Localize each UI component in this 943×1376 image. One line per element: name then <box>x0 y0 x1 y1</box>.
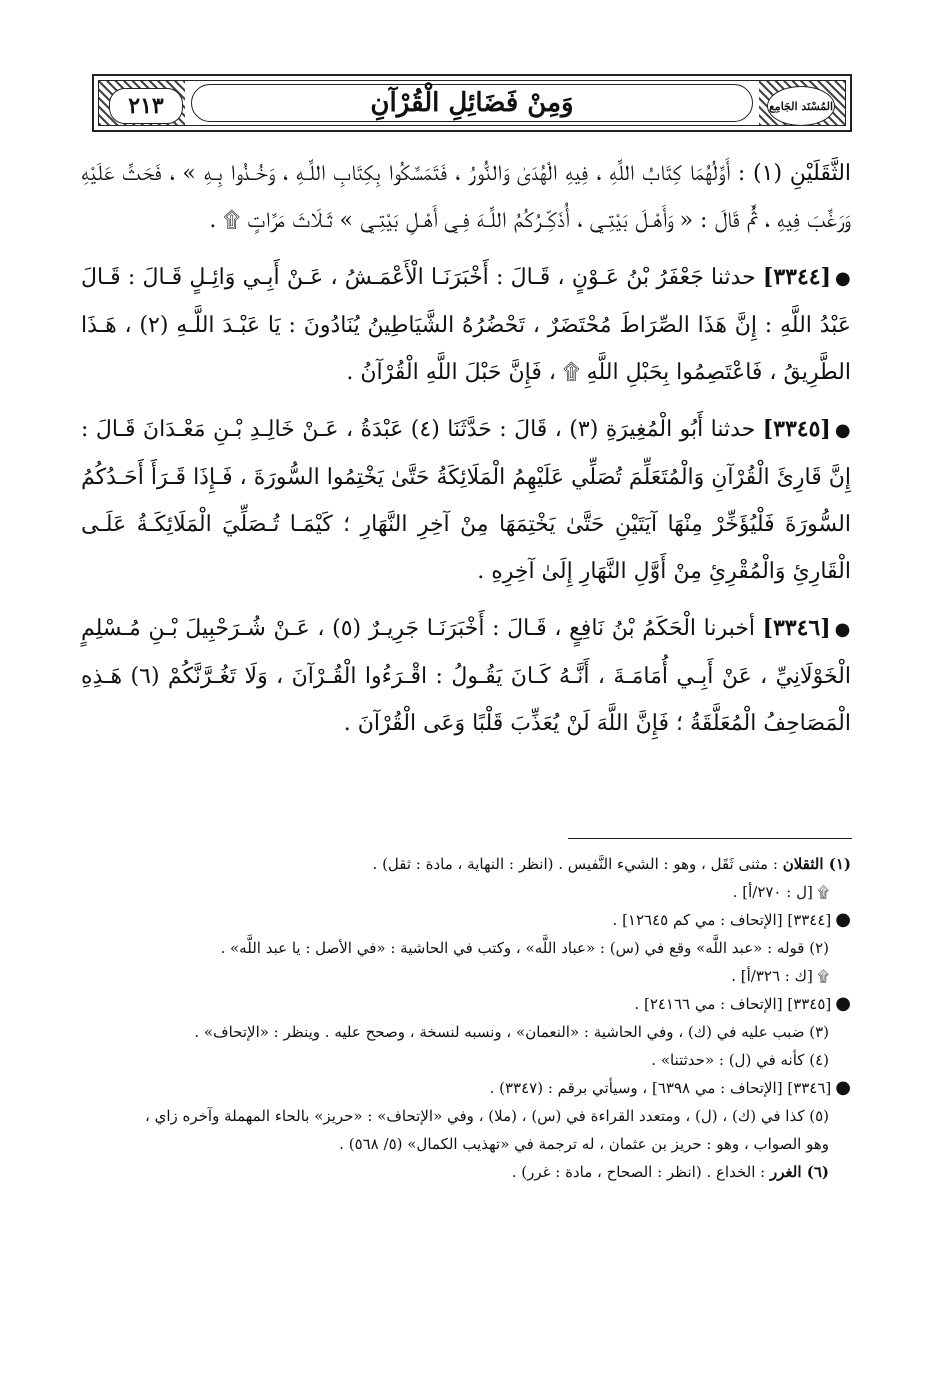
footnote-ref: ۩ [ل : ٢٧٠/أ] . <box>732 883 829 901</box>
main-text <box>81 150 851 757</box>
footnote-divider <box>568 838 852 839</box>
hadith-text: أخبرنا الْحَكَمُ بْنُ نَافِعٍ ، قَـالَ : أَخْبَرَنَـا جَرِيـرٌ (٥) ، عَـنْ شُـرَحْبِيلَ بْـنِ مُـسْلِمٍ الْخَوْلَانِيِّ ، عَنْ أَبِـي أُمَامَـةَ ، أَنَّـهُ كَـانَ يَقُـولُ : اقْـرَءُوا الْقُـرْآنَ ، وَلَا تَغُـرَّنَّكُمْ (٦) هَـذِهِ الْمَصَاحِفُ الْمُعَلَّقَةُ ؛ فَإِنَّ اللَّهَ لَنْ يُعَذِّبَ قَلْبًا وَعَى الْقُرْآنَ . <box>81 616 851 736</box>
bullet-icon: ● <box>835 909 851 930</box>
hadith-text: حدثنا أَبُو الْمُغِيرَةِ (٣) ، قَالَ : حَدَّثَنَا (٤) عَبْدَةُ ، عَـنْ خَالِـدِ بْـنِ مَعْـدَانَ قَـالَ : إِنَّ قَارِئَ الْقُرْآنِ وَالْمُتَعَلِّمَ تُصَلِّي عَلَيْهِمُ الْمَلَائِكَةُ حَتَّىٰ يَخْتِمُوا السُّورَةَ ، فَـإِذَا قَـرَأَ أَحَـدُكُمُ السُّورَةَ فَلْيُؤَخِّرْ مِنْهَا آيَتَيْنِ حَتَّىٰ يَخْتِمَهَا مِنْ آخِرِ النَّهَارِ ؛ كَيْمَـا تُـصَلِّيَ الْمَلَائِكَـةُ عَلَـى الْقَارِئِ وَالْمُقْرِئِ مِنْ أَوَّلِ النَّهَارِ إِلَىٰ آخِرِهِ . <box>81 417 851 584</box>
page-header <box>92 74 852 132</box>
emblem-logo: المُسْنَد الجَامِع <box>767 86 835 126</box>
bullet-icon: ● <box>835 1077 851 1098</box>
hadith-3344 <box>81 254 851 396</box>
footnotes <box>81 850 851 1186</box>
bullet-icon: ● <box>834 420 851 441</box>
footnote-4: (٤) كأنه في (ل) : «حدثتنا» . <box>651 1051 829 1069</box>
takhrij-3344: ●[٣٣٤٤] [الإتحاف : مي كم ١٢٦٤٥] . <box>612 909 851 930</box>
footnote-5-cont: وهو الصواب ، وهو : حريز بن عثمان ، له ترجمة في «تهذيب الكمال» (٥/ ٥٦٨) . <box>339 1135 829 1153</box>
bullet-icon: ● <box>834 619 851 640</box>
footnote-6: (٦) الغرر : الخداع . (انظر : الصحاح ، مادة : غرر) . <box>511 1163 829 1181</box>
footnote-1: (١) الثقلان : مثنى ثَقَل ، وهو : الشيء النَّفيس . (انظر : النهاية ، مادة : ثقل) . <box>372 855 851 873</box>
hadith-number: [٣٣٤٥] <box>762 416 831 442</box>
hadith-text: حدثنا جَعْفَرُ بْنُ عَـوْنٍ ، قَـالَ : أَخْبَرَنَـا الْأَعْمَـشُ ، عَـنْ أَبِـي وَائِـلٍ قَـالَ : قَـالَ عَبْدُ اللَّهِ : إِنَّ هَذَا الصِّرَاطَ مُحْتَضَرٌ ، تَحْضُرُهُ الشَّيَاطِينُ يُنَادُونَ : يَا عَبْـدَ اللَّـهِ (٢) ، هَـذَا الطَّرِيقُ ، فَاعْتَصِمُوا بِحَبْلِ اللَّهِ ۩ ، فَإِنَّ حَبْلَ اللَّهِ الْقُرْآنُ . <box>81 265 851 385</box>
footnote-ref: ۩ [ك : ٣٢٦/أ] . <box>731 967 829 985</box>
hadith-3346 <box>81 605 851 747</box>
chapter-title: وَمِنْ فَضَائِلِ الْقُرْآنِ <box>191 84 753 122</box>
paragraph-continuation: الثَّقَلَيْنِ (١) : أَوَّلُهُمَا كِتَابُ اللَّهِ ، فِيهِ الْهُدَىٰ وَالنُّورُ ، فَتَمَسَّكُوا بِكِتَابِ اللَّـهِ ، وَخُـذُوا بِـهِ » ، فَحَثَّ عَلَيْهِ وَرَغَّبَ فِيهِ ، ثُمَّ قَالَ : « وَأَهْـلَ بَيْتِـي ، أُذَكِّـرُكُمُ اللَّـهَ فِـي أَهْـلِ بَيْتِـي » ثَـلَاثَ مَرَّاتٍ ۩ . <box>81 161 852 233</box>
takhrij-3345: ●[٣٣٤٥] [الإتحاف : مي ٢٤١٦٦] . <box>634 993 851 1014</box>
takhrij-3346: ●[٣٣٤٦] [الإتحاف : مي ٦٣٩٨] ، وسيأتي برقم : (٣٣٤٧) . <box>489 1077 851 1098</box>
bullet-icon: ● <box>835 993 851 1014</box>
hadith-number: [٣٣٤٤] <box>762 264 832 290</box>
footnote-5: (٥) كذا في (ك) ، (ل) ، ومتعدد القراءة في (س) ، (ملا) ، وفي «الإتحاف» : «حريز» بالحاء المهملة وآخره زاي ، <box>144 1107 829 1125</box>
hadith-number: [٣٣٤٦] <box>762 615 831 641</box>
page-number: ٢١٣ <box>109 88 183 124</box>
footnote-2: (٢) قوله : «عبد اللَّه» وقع في (س) : «عباد اللَّه» ، وكتب في الحاشية : «في الأصل : يا عبد اللَّه» . <box>220 939 829 957</box>
bullet-icon: ● <box>835 268 851 289</box>
hadith-3345 <box>81 406 851 595</box>
header-frame <box>98 80 846 126</box>
footnote-3: (٣) ضبب عليه في (ك) ، وفي الحاشية : «النعمان» ، ونسبه لنسخة ، وصحح عليه . وينظر : «الإتحاف» . <box>194 1023 829 1041</box>
